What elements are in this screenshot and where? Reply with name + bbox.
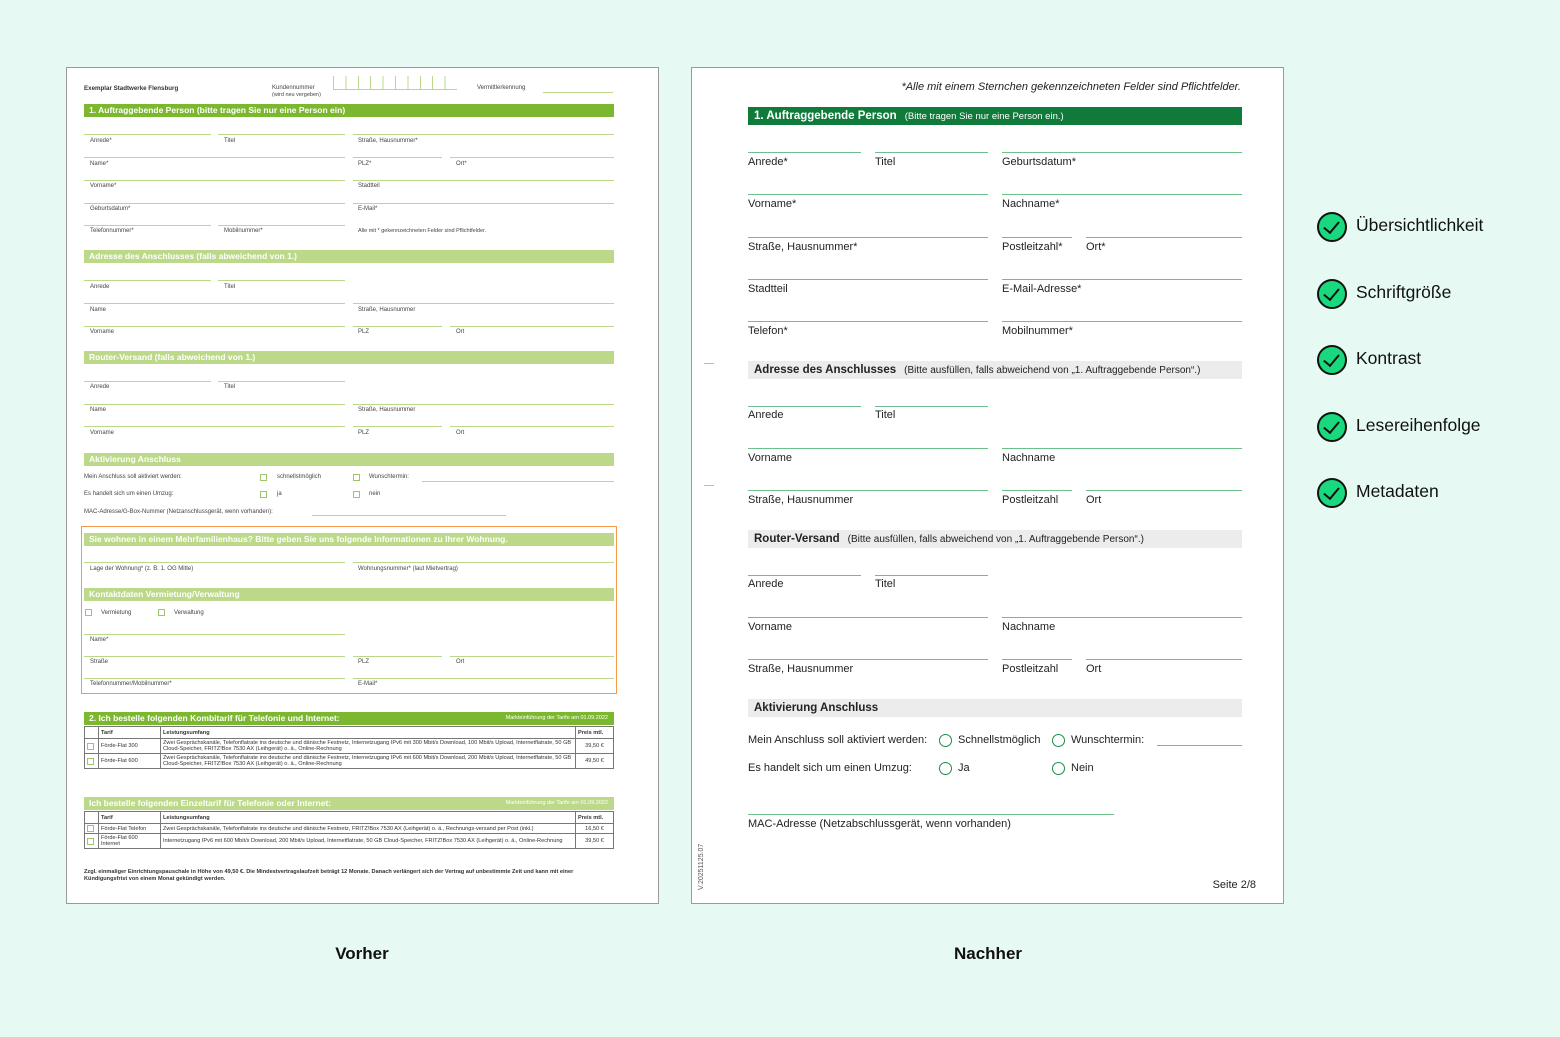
vermittler-label: Vermittlerkennung <box>477 85 526 91</box>
option-label: Verwaltung <box>174 610 204 616</box>
wunschtermin-input[interactable] <box>1157 745 1242 746</box>
field-label: Titel <box>875 578 896 590</box>
checkbox[interactable] <box>158 609 165 616</box>
field-label: Anrede* <box>90 138 112 144</box>
s1-header <box>748 107 1242 125</box>
field-label: Name <box>90 407 107 413</box>
t1-header <box>84 712 614 725</box>
check-icon <box>1317 345 1347 375</box>
s2-sub: (Bitte ausfüllen, falls abweichend von „1. Auftraggebende Person“.) <box>904 365 1201 376</box>
tarif: Förde-Flat 600 <box>99 754 161 769</box>
mac-label: MAC-Adresse (Netzabschlussgerät, wenn vorhanden) <box>748 818 1011 830</box>
desc: Zwei Gesprächskanäle, Telefonflatrate ins deutsche und dänische Festnetz, FRITZ!Box 7530 AX (Leihgerät) o. ä., Rechnungs-versand per Post (inkl.) <box>161 824 576 834</box>
option-label: Wunschtermin: <box>1071 734 1145 746</box>
field-label: Vorname* <box>748 198 797 210</box>
field-label: Telefonnummer/Mobilnummer* <box>90 681 172 687</box>
s3-title: Router-Versand <box>754 533 840 545</box>
s2-header <box>748 361 1242 379</box>
field-label: Straße <box>90 659 109 665</box>
field-label: Postleitzahl* <box>1002 241 1063 253</box>
s4-header: Aktivierung Anschluss <box>84 453 614 466</box>
vorname-input[interactable] <box>748 448 988 449</box>
s6-header: Kontaktdaten Vermietung/Verwaltung <box>84 588 614 601</box>
nachname-input[interactable] <box>1002 448 1242 449</box>
field-label: Straße, Hausnummer <box>358 307 416 313</box>
th: Leistungsumfang <box>161 727 576 739</box>
field-label: Anrede <box>748 409 784 421</box>
ort-input[interactable] <box>1086 659 1242 660</box>
titel-input[interactable] <box>875 406 988 407</box>
field-label: Stadtteil <box>358 183 380 189</box>
field-label: Anrede <box>748 578 784 590</box>
mac-label: MAC-Adresse/G-Box-Nummer (Netzanschlussgerät, wenn vorhanden): <box>84 509 273 515</box>
s4-header <box>748 699 1242 717</box>
field-label: Name* <box>90 637 109 643</box>
activation-question: Mein Anschluss soll aktiviert werden: <box>84 474 182 480</box>
field-label: Vorname <box>748 452 793 464</box>
field-label: PLZ <box>358 659 370 665</box>
th: Leistungsumfang <box>161 812 576 824</box>
field-label: Stadtteil <box>748 283 788 295</box>
t1-title: 2. Ich bestelle folgenden Kombitarif für Telefonie und Internet: <box>89 713 340 723</box>
kundennummer-label: Kundennummer <box>272 85 315 91</box>
checklist-item <box>1317 412 1547 442</box>
caption-before: Vorher <box>335 944 389 963</box>
s2-header: Adresse des Anschlusses (falls abweichend von 1.) <box>84 250 614 263</box>
anrede-input[interactable] <box>748 575 861 576</box>
field-label: Vorname <box>90 430 115 436</box>
th: Tarif <box>99 812 161 824</box>
field-label: Telefon* <box>748 325 788 337</box>
field-label: Ort <box>456 430 465 436</box>
check-icon <box>1317 412 1347 442</box>
strasse-input[interactable] <box>748 490 988 491</box>
field-label: Ort* <box>456 161 467 167</box>
field-label: Wohnungsnummer* (laut Mietvertrag) <box>358 566 458 572</box>
price: 16,50 € <box>576 824 614 834</box>
table-row <box>85 739 614 754</box>
after-form-page <box>691 67 1284 904</box>
strasse-input[interactable] <box>748 237 988 238</box>
field-label: Straße, Hausnummer <box>748 663 854 675</box>
option-label: Nein <box>1071 762 1094 774</box>
move-question: Es handelt sich um einen Umzug: <box>84 491 174 497</box>
mobil-input[interactable] <box>1002 321 1242 322</box>
s4-title: Aktivierung Anschluss <box>754 702 879 714</box>
field-label: Vorname <box>90 329 115 335</box>
page-number: Seite 2/8 <box>1212 879 1256 891</box>
t2-title: Ich bestelle folgenden Einzeltarif für Telefonie oder Internet: <box>89 798 332 808</box>
field-label: Mobilnummer* <box>224 228 263 234</box>
checkbox[interactable] <box>353 491 360 498</box>
kundennummer-sub: (wird neu vergeben) <box>272 92 321 98</box>
field-label: Ort <box>1086 663 1102 675</box>
option-label: Wunschtermin: <box>369 474 409 480</box>
stadtteil-input[interactable] <box>748 279 988 280</box>
fold-mark <box>704 363 714 364</box>
move-question: Es handelt sich um einen Umzug: <box>748 762 912 774</box>
field-label: Geburtsdatum* <box>1002 156 1076 168</box>
field-label: Vorname* <box>90 183 117 189</box>
field-label: E-Mail-Adresse* <box>1002 283 1082 295</box>
checkbox[interactable] <box>260 491 267 498</box>
table-row <box>85 754 614 769</box>
strasse-input[interactable] <box>748 659 988 660</box>
s1-header: 1. Auftraggebende Person (bitte tragen Sie nur eine Person ein) <box>84 104 614 117</box>
t1-note: Markteinführung der Tarife am 01.09.2022 <box>505 715 608 721</box>
anrede-input[interactable] <box>748 152 861 153</box>
checklist-item <box>1317 345 1547 375</box>
ort-input[interactable] <box>1086 237 1242 238</box>
s3-header <box>748 530 1242 548</box>
exemplar-label: Exemplar Stadtwerke Flensburg <box>84 85 179 92</box>
field-label: Anrede <box>90 384 110 390</box>
t2-note: Markteinführung der Tarife am 01.09.2022 <box>505 800 608 806</box>
radio-ja[interactable] <box>939 762 952 775</box>
s2-title: Adresse des Anschlusses <box>754 364 897 376</box>
activation-question: Mein Anschluss soll aktiviert werden: <box>748 734 928 746</box>
field-label: Postleitzahl <box>1002 494 1059 506</box>
field-label: Geburtsdatum* <box>90 206 131 212</box>
s3-sub: (Bitte ausfüllen, falls abweichend von „1. Auftraggebende Person“.) <box>847 534 1144 545</box>
desc: Zwei Gesprächskanäle, Telefonflatrate ins deutsche und dänische Festnetz, Internetzugang IPv6 mit 300 Mbit/s Download, 100 Mbit/s Upload, Internetflatrate, 50 GB Cloud-Speicher, FRITZ!Box 7530 AX (Leihgerät) o. ä., Online-Rechnung <box>161 739 576 754</box>
field-label: E-Mail* <box>358 206 378 212</box>
field-label: Vorname <box>748 621 793 633</box>
field-label: E-Mail* <box>358 681 378 687</box>
field-label: Ort* <box>1086 241 1106 253</box>
footer-text: Zzgl. einmaliger Einrichtungspauschale in Höhe von 49,50 €. Die Mindestvertragslaufzeit beträgt 12 Monate. Danach verlängert sich der Vertrag auf unbestimmte Zeit und kann mit einer Kündigungsfrist von einem Monat gekündigt werden. <box>84 869 574 882</box>
table-row <box>85 834 614 849</box>
checklist-label: Übersichtlichkeit <box>1356 215 1484 235</box>
field-label: Mobilnummer* <box>1002 325 1073 337</box>
vermittler-line[interactable] <box>543 92 613 93</box>
option-label: ja <box>277 491 282 497</box>
mac-input[interactable] <box>748 814 1114 815</box>
check-icon <box>1317 478 1347 508</box>
field-label: Name* <box>90 161 109 167</box>
tarif: Förde-Flat 300 <box>99 739 161 754</box>
field-label: Name <box>90 307 107 313</box>
caption-after: Nachher <box>953 944 1023 963</box>
checkbox[interactable] <box>87 743 94 750</box>
version-label: V.20251125.07 <box>698 843 705 890</box>
field-label: Straße, Hausnummer* <box>358 138 418 144</box>
field-label: Titel <box>224 138 236 144</box>
t2-header <box>84 797 614 810</box>
field-label: Ort <box>456 659 465 665</box>
plz-input[interactable] <box>1002 659 1072 660</box>
checklist-item <box>1317 212 1547 242</box>
field-label: Anrede* <box>748 156 788 168</box>
radio-wunschtermin[interactable] <box>1052 734 1065 747</box>
option-label: Ja <box>958 762 970 774</box>
checklist-label: Lesereihenfolge <box>1356 415 1481 435</box>
required-note: Alle mit * gekennzeichneten Felder sind Pflichtfelder. <box>358 228 487 234</box>
plz-input[interactable] <box>1002 237 1072 238</box>
checklist-label: Metadaten <box>1356 481 1439 501</box>
ort-input[interactable] <box>1086 490 1242 491</box>
checkbox[interactable] <box>87 825 94 832</box>
price: 49,50 € <box>576 754 614 769</box>
option-label: Vermietung <box>101 610 132 616</box>
check-icon <box>1317 279 1347 309</box>
option-label: nein <box>369 491 381 497</box>
fold-mark <box>704 485 714 486</box>
s5-header: Sie wohnen in einem Mehrfamilienhaus? Bitte geben Sie uns folgende Informationen zu Ihrer Wohnung. <box>84 533 614 546</box>
field-label: Titel <box>875 409 896 421</box>
option-label: schnellstmöglich <box>277 474 322 480</box>
field-label: Nachname <box>1002 452 1056 464</box>
field-label: PLZ* <box>358 161 372 167</box>
anrede-input[interactable] <box>748 406 861 407</box>
checkbox[interactable] <box>85 609 92 616</box>
field-label: Straße, Hausnummer <box>748 494 854 506</box>
vorname-input[interactable] <box>748 617 988 618</box>
field-label: Ort <box>456 329 465 335</box>
field-label: Titel <box>224 284 236 290</box>
radio-nein[interactable] <box>1052 762 1065 775</box>
nachname-input[interactable] <box>1002 194 1242 195</box>
checklist-label: Kontrast <box>1356 348 1422 368</box>
field-label: Nachname <box>1002 621 1056 633</box>
price: 39,50 € <box>576 739 614 754</box>
field-label: Lage der Wohnung* (z. B. 1. OG Mitte) <box>90 566 194 572</box>
checklist-item <box>1317 478 1547 508</box>
field-label: PLZ <box>358 329 370 335</box>
checklist-label: Schriftgröße <box>1356 282 1452 302</box>
field-label: PLZ <box>358 430 370 436</box>
geburtsdatum-input[interactable] <box>1002 152 1242 153</box>
field-label: Straße, Hausnummer <box>358 407 416 413</box>
option-label: Schnellstmöglich <box>958 734 1041 746</box>
table-row <box>85 824 614 834</box>
field-label: Ort <box>1086 494 1102 506</box>
s1-title: 1. Auftraggebende Person <box>754 110 897 122</box>
before-form-page <box>66 67 659 904</box>
field-label: Nachname* <box>1002 198 1060 210</box>
desc: Internetzugang IPv6 mit 600 Mbit/s Download, 200 Mbit/s Upload, Internetflatrate, 50 GB Cloud-Speicher, FRITZ!Box 7530 AX (Leihgerät) o. ä., Online-Rechnung <box>161 834 576 849</box>
field-label: Anrede <box>90 284 110 290</box>
t2-table <box>84 811 614 849</box>
vorname-input[interactable] <box>748 194 988 195</box>
plz-input[interactable] <box>1002 490 1072 491</box>
checklist-item <box>1317 279 1547 309</box>
kundennummer-boxes[interactable] <box>333 76 457 90</box>
tarif: Förde-Flat Telefon <box>99 824 161 834</box>
titel-input[interactable] <box>875 152 988 153</box>
th: Preis mtl. <box>576 812 614 824</box>
field-label: Straße, Hausnummer* <box>748 241 858 253</box>
titel-input[interactable] <box>875 575 988 576</box>
check-icon <box>1317 212 1347 242</box>
tarif: Förde-Flat 600 Internet <box>99 834 161 849</box>
telefon-input[interactable] <box>748 321 988 322</box>
checkbox[interactable] <box>87 838 94 845</box>
t1-table <box>84 726 614 769</box>
desc: Zwei Gesprächskanäle, Telefonflatrate ins deutsche und dänische Festnetz, Internetzugang IPv6 mit 600 Mbit/s Download, 200 Mbit/s Upload, Internetflatrate, 50 GB Cloud-Speicher, FRITZ!Box 7530 AX (Leihgerät) o. ä., Online-Rechnung <box>161 754 576 769</box>
field-label: Telefonnummer* <box>90 228 134 234</box>
th: Preis mtl. <box>576 727 614 739</box>
field-label: Titel <box>875 156 896 168</box>
th: Tarif <box>99 727 161 739</box>
field-label: Titel <box>224 384 236 390</box>
price: 39,50 € <box>576 834 614 849</box>
checkbox[interactable] <box>353 474 360 481</box>
email-input[interactable] <box>1002 279 1242 280</box>
field-label: Postleitzahl <box>1002 663 1059 675</box>
s1-sub: (Bitte tragen Sie nur eine Person ein.) <box>904 111 1064 122</box>
checkbox[interactable] <box>260 474 267 481</box>
s3-header: Router-Versand (falls abweichend von 1.) <box>84 351 614 364</box>
nachname-input[interactable] <box>1002 617 1242 618</box>
required-note: *Alle mit einem Sternchen gekennzeichneten Felder sind Pflichtfelder. <box>901 81 1241 93</box>
radio-schnellstmoeglich[interactable] <box>939 734 952 747</box>
checkbox[interactable] <box>87 758 94 765</box>
